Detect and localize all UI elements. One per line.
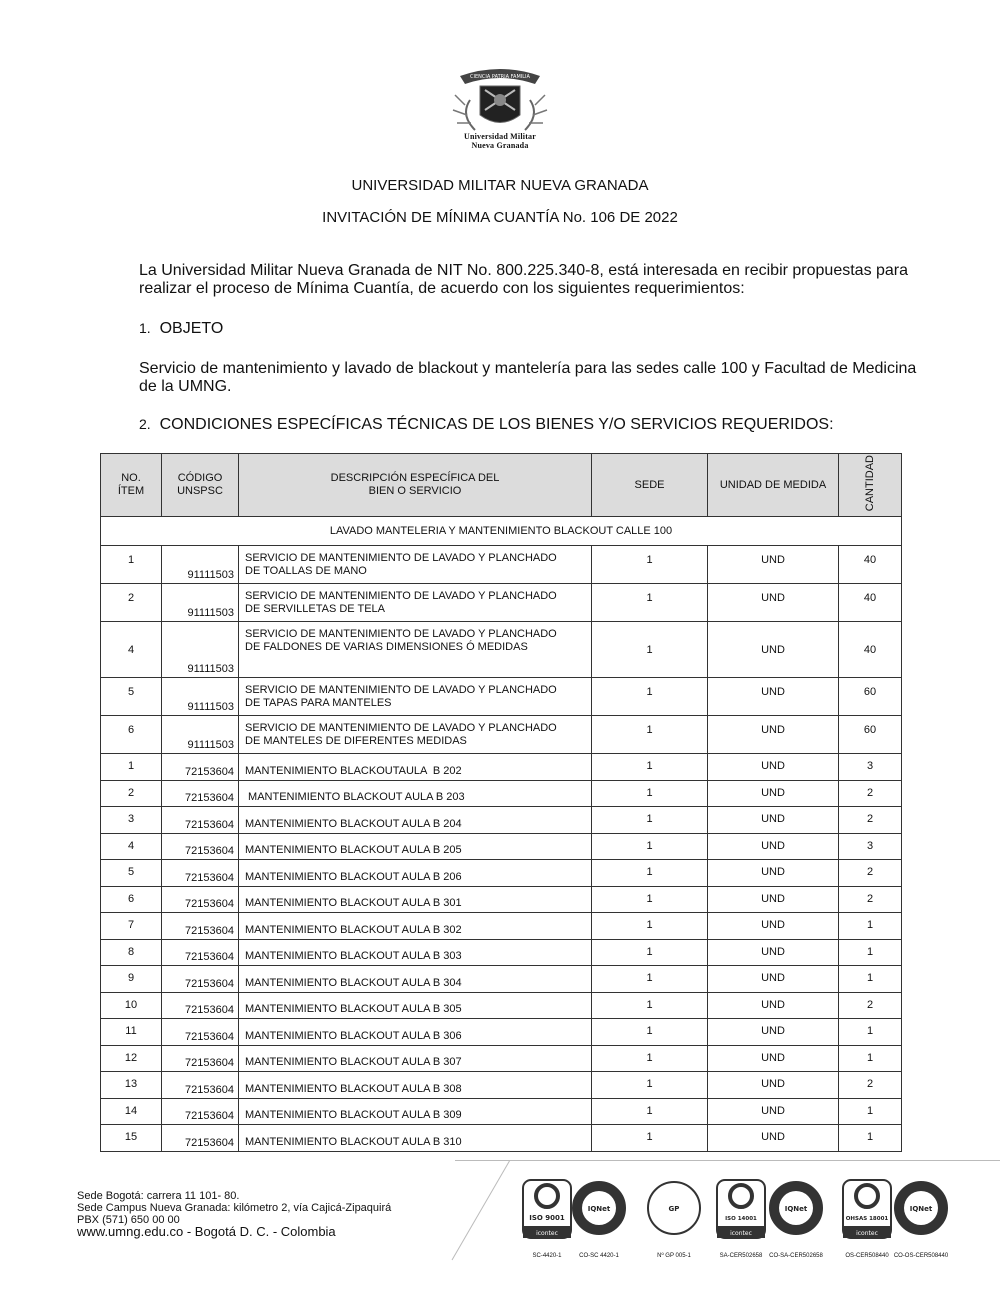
unit-value: UND bbox=[708, 833, 839, 860]
sede-value: 1 bbox=[592, 780, 708, 807]
sede-value: 1 bbox=[592, 886, 708, 913]
unspsc-code: 91111503 bbox=[162, 546, 239, 584]
item-number: 15 bbox=[101, 1125, 162, 1152]
sede-value: 1 bbox=[592, 1045, 708, 1072]
item-number: 3 bbox=[101, 807, 162, 834]
item-description: MANTENIMIENTO BLACKOUT AULA B 309 bbox=[239, 1098, 592, 1125]
certification-badge bbox=[767, 1176, 826, 1259]
item-number: 4 bbox=[101, 833, 162, 860]
item-number: 5 bbox=[101, 678, 162, 716]
unspsc-code: 72153604 bbox=[162, 1045, 239, 1072]
unspsc-code: 72153604 bbox=[162, 860, 239, 887]
sede-value: 1 bbox=[592, 716, 708, 754]
certification-seal-icon bbox=[767, 1176, 825, 1248]
unspsc-code: 91111503 bbox=[162, 622, 239, 678]
certification-seal-icon bbox=[645, 1176, 703, 1248]
certification-code: Nº GP 005-1 bbox=[657, 1253, 691, 1259]
item-number: 2 bbox=[101, 780, 162, 807]
table-row bbox=[101, 1019, 902, 1046]
unit-value: UND bbox=[708, 1045, 839, 1072]
certification-code: SC-4420-1 bbox=[532, 1253, 562, 1259]
unspsc-code: 91111503 bbox=[162, 716, 239, 754]
table-row bbox=[101, 1045, 902, 1072]
table-section-row: LAVADO MANTELERIA Y MANTENIMIENTO BLACKOUT CALLE 100 bbox=[101, 517, 902, 546]
quantity-value: 1 bbox=[839, 1098, 902, 1125]
item-number: 2 bbox=[101, 584, 162, 622]
unspsc-code: 72153604 bbox=[162, 1098, 239, 1125]
footer-diagonal bbox=[450, 1160, 512, 1262]
svg-text:ISO 9001: ISO 9001 bbox=[529, 1214, 565, 1222]
svg-text:icontec: icontec bbox=[856, 1230, 878, 1237]
certification-seal-icon bbox=[712, 1176, 770, 1248]
item-number: 1 bbox=[101, 546, 162, 584]
table-row bbox=[101, 939, 902, 966]
item-number: 12 bbox=[101, 1045, 162, 1072]
item-description: MANTENIMIENTO BLACKOUT AULA B 301 bbox=[239, 886, 592, 913]
table-row bbox=[101, 992, 902, 1019]
quantity-value: 2 bbox=[839, 860, 902, 887]
unspsc-code: 72153604 bbox=[162, 1019, 239, 1046]
certification-badge bbox=[712, 1176, 771, 1259]
item-number: 5 bbox=[101, 860, 162, 887]
certification-seal-icon bbox=[892, 1176, 950, 1248]
table-row bbox=[101, 546, 902, 584]
quantity-value: 2 bbox=[839, 992, 902, 1019]
item-number: 13 bbox=[101, 1072, 162, 1099]
item-number: 6 bbox=[101, 886, 162, 913]
quantity-value: 60 bbox=[839, 716, 902, 754]
unit-value: UND bbox=[708, 754, 839, 781]
footer-divider bbox=[455, 1160, 1000, 1161]
quantity-value: 1 bbox=[839, 913, 902, 940]
table-row bbox=[101, 584, 902, 622]
certification-code: SA-CER502658 bbox=[719, 1253, 763, 1259]
unit-value: UND bbox=[708, 1125, 839, 1152]
unspsc-code: 72153604 bbox=[162, 780, 239, 807]
table-row bbox=[101, 1072, 902, 1099]
item-number: 1 bbox=[101, 754, 162, 781]
unspsc-code: 72153604 bbox=[162, 1125, 239, 1152]
item-number: 8 bbox=[101, 939, 162, 966]
unspsc-code: 72153604 bbox=[162, 886, 239, 913]
sede-value: 1 bbox=[592, 1125, 708, 1152]
item-description: SERVICIO DE MANTENIMIENTO DE LAVADO Y PLANCHADO DE TAPAS PARA MANTELES bbox=[239, 678, 592, 716]
quantity-value: 1 bbox=[839, 966, 902, 993]
item-description: MANTENIMIENTO BLACKOUT AULA B 205 bbox=[239, 833, 592, 860]
footer-address: Sede Bogotá: carrera 11 101- 80. Sede Campus Nueva Granada: kilómetro 2, vía Cajicá-Zipaquirá PBX (571) 650 00 00 www.umng.edu.co - Bogotá D. C. - Colombia bbox=[77, 1190, 392, 1239]
document-title: UNIVERSIDAD MILITAR NUEVA GRANADA bbox=[351, 177, 649, 194]
unspsc-code: 72153604 bbox=[162, 992, 239, 1019]
sede-value: 1 bbox=[592, 546, 708, 584]
sede-value: 1 bbox=[592, 833, 708, 860]
svg-text:IQNet: IQNet bbox=[784, 1205, 808, 1213]
sede-value: 1 bbox=[592, 807, 708, 834]
item-description: SERVICIO DE MANTENIMIENTO DE LAVADO Y PLANCHADO DE FALDONES DE VARIAS DIMENSIONES Ó MEDIDAS bbox=[239, 622, 592, 678]
header-quantity: CANTIDAD bbox=[839, 454, 902, 517]
svg-text:IQNet: IQNet bbox=[909, 1205, 933, 1213]
unit-value: UND bbox=[708, 622, 839, 678]
invitation-number: INVITACIÓN DE MÍNIMA CUANTÍA No. 106 DE 2022 bbox=[322, 209, 678, 226]
quantity-value: 2 bbox=[839, 780, 902, 807]
logo-motto: CIENCIA PATRIA FAMILIA bbox=[470, 74, 530, 80]
item-number: 9 bbox=[101, 966, 162, 993]
sede-value: 1 bbox=[592, 584, 708, 622]
unspsc-code: 72153604 bbox=[162, 807, 239, 834]
unspsc-code: 72153604 bbox=[162, 754, 239, 781]
item-description: MANTENIMIENTO BLACKOUT AULA B 206 bbox=[239, 860, 592, 887]
quantity-value: 1 bbox=[839, 1019, 902, 1046]
sede-value: 1 bbox=[592, 1098, 708, 1125]
item-number: 4 bbox=[101, 622, 162, 678]
table-row bbox=[101, 807, 902, 834]
item-description: MANTENIMIENTO BLACKOUT AULA B 306 bbox=[239, 1019, 592, 1046]
svg-text:GP: GP bbox=[668, 1205, 680, 1213]
svg-text:icontec: icontec bbox=[536, 1230, 558, 1237]
unit-value: UND bbox=[708, 780, 839, 807]
unit-value: UND bbox=[708, 716, 839, 754]
item-description: MANTENIMIENTO BLACKOUT AULA B 305 bbox=[239, 992, 592, 1019]
sede-value: 1 bbox=[592, 939, 708, 966]
quantity-value: 40 bbox=[839, 584, 902, 622]
unit-value: UND bbox=[708, 966, 839, 993]
quantity-value: 2 bbox=[839, 1072, 902, 1099]
sede-value: 1 bbox=[592, 860, 708, 887]
item-description: MANTENIMIENTO BLACKOUT AULA B 310 bbox=[239, 1125, 592, 1152]
table-row bbox=[101, 913, 902, 940]
item-number: 7 bbox=[101, 913, 162, 940]
unit-value: UND bbox=[708, 1098, 839, 1125]
table-row bbox=[101, 716, 902, 754]
certification-badge bbox=[838, 1176, 897, 1259]
quantity-value: 2 bbox=[839, 807, 902, 834]
sede-value: 1 bbox=[592, 992, 708, 1019]
quantity-value: 40 bbox=[839, 546, 902, 584]
unit-value: UND bbox=[708, 584, 839, 622]
header-code: CÓDIGO UNSPSC bbox=[162, 454, 239, 517]
unit-value: UND bbox=[708, 992, 839, 1019]
footer-website: www.umng.edu.co - Bogotá D. C. - Colombia bbox=[77, 1224, 336, 1239]
table-row bbox=[101, 622, 902, 678]
certification-badge bbox=[892, 1176, 951, 1259]
unspsc-code: 91111503 bbox=[162, 678, 239, 716]
item-number: 11 bbox=[101, 1019, 162, 1046]
table-row bbox=[101, 1098, 902, 1125]
logo-caption: Universidad Militar Nueva Granada bbox=[463, 132, 537, 150]
unit-value: UND bbox=[708, 939, 839, 966]
unit-value: UND bbox=[708, 807, 839, 834]
header-item: NO. ÍTEM bbox=[101, 454, 162, 517]
sede-value: 1 bbox=[592, 966, 708, 993]
unit-value: UND bbox=[708, 886, 839, 913]
item-description: MANTENIMIENTO BLACKOUT AULA B 203 bbox=[239, 780, 592, 807]
unspsc-code: 72153604 bbox=[162, 939, 239, 966]
sede-value: 1 bbox=[592, 754, 708, 781]
certification-seal-icon bbox=[570, 1176, 628, 1248]
sede-value: 1 bbox=[592, 1019, 708, 1046]
table-row bbox=[101, 1125, 902, 1152]
certification-code: CO-SC 4420-1 bbox=[579, 1253, 619, 1259]
item-description: MANTENIMIENTO BLACKOUT AULA B 308 bbox=[239, 1072, 592, 1099]
quantity-value: 3 bbox=[839, 833, 902, 860]
certification-code: CO-OS-CER508440 bbox=[893, 1253, 949, 1259]
item-description: SERVICIO DE MANTENIMIENTO DE LAVADO Y PLANCHADO DE SERVILLETAS DE TELA bbox=[239, 584, 592, 622]
quantity-value: 1 bbox=[839, 1125, 902, 1152]
unit-value: UND bbox=[708, 860, 839, 887]
requirements-table bbox=[100, 453, 902, 1152]
header-unit: UNIDAD DE MEDIDA bbox=[708, 454, 839, 517]
svg-text:OHSAS 18001: OHSAS 18001 bbox=[845, 1216, 889, 1222]
item-description: MANTENIMIENTO BLACKOUT AULA B 304 bbox=[239, 966, 592, 993]
quantity-value: 3 bbox=[839, 754, 902, 781]
certification-badge bbox=[645, 1176, 704, 1259]
sede-value: 1 bbox=[592, 678, 708, 716]
unit-value: UND bbox=[708, 913, 839, 940]
table-row bbox=[101, 780, 902, 807]
certification-badge bbox=[570, 1176, 629, 1259]
quantity-value: 40 bbox=[839, 622, 902, 678]
quantity-value: 2 bbox=[839, 886, 902, 913]
svg-text:icontec: icontec bbox=[730, 1230, 752, 1237]
certification-code: CO-SA-CER502658 bbox=[769, 1253, 823, 1259]
quantity-value: 1 bbox=[839, 939, 902, 966]
unit-value: UND bbox=[708, 546, 839, 584]
certification-seal-icon bbox=[518, 1176, 576, 1248]
unspsc-code: 72153604 bbox=[162, 966, 239, 993]
unit-value: UND bbox=[708, 1072, 839, 1099]
item-description: MANTENIMIENTO BLACKOUT AULA B 307 bbox=[239, 1045, 592, 1072]
header-sede: SEDE bbox=[592, 454, 708, 517]
item-description: MANTENIMIENTO BLACKOUTAULA B 202 bbox=[239, 754, 592, 781]
table-row bbox=[101, 886, 902, 913]
unit-value: UND bbox=[708, 1019, 839, 1046]
table-row bbox=[101, 833, 902, 860]
item-description: MANTENIMIENTO BLACKOUT AULA B 303 bbox=[239, 939, 592, 966]
certification-code: OS-CER508440 bbox=[845, 1253, 889, 1259]
table-row bbox=[101, 860, 902, 887]
unspsc-code: 72153604 bbox=[162, 1072, 239, 1099]
item-description: SERVICIO DE MANTENIMIENTO DE LAVADO Y PLANCHADO DE MANTELES DE DIFERENTES MEDIDAS bbox=[239, 716, 592, 754]
item-description: MANTENIMIENTO BLACKOUT AULA B 204 bbox=[239, 807, 592, 834]
table-header-row bbox=[101, 454, 902, 517]
unit-value: UND bbox=[708, 678, 839, 716]
item-number: 10 bbox=[101, 992, 162, 1019]
table-row bbox=[101, 966, 902, 993]
sede-value: 1 bbox=[592, 622, 708, 678]
svg-text:IQNet: IQNet bbox=[587, 1205, 611, 1213]
unspsc-code: 91111503 bbox=[162, 584, 239, 622]
section-1-text: Servicio de mantenimiento y lavado de blackout y mantelería para las sedes calle 100 y Facultad de Medicina de la UMNG. bbox=[139, 360, 917, 395]
table-row bbox=[101, 678, 902, 716]
certification-badge bbox=[518, 1176, 577, 1259]
section-1-heading: 1. OBJETO bbox=[139, 320, 224, 337]
item-description: MANTENIMIENTO BLACKOUT AULA B 302 bbox=[239, 913, 592, 940]
intro-paragraph: La Universidad Militar Nueva Granada de NIT No. 800.225.340-8, está interesada en recibir propuestas para realizar el proceso de Mínima Cuantía, de acuerdo con los siguientes requerimientos: bbox=[139, 262, 909, 297]
quantity-value: 60 bbox=[839, 678, 902, 716]
section-2-heading: 2. CONDICIONES ESPECÍFICAS TÉCNICAS DE LOS BIENES Y/O SERVICIOS REQUERIDOS: bbox=[139, 416, 834, 433]
sede-value: 1 bbox=[592, 1072, 708, 1099]
sede-value: 1 bbox=[592, 913, 708, 940]
table-row bbox=[101, 754, 902, 781]
quantity-value: 1 bbox=[839, 1045, 902, 1072]
item-number: 6 bbox=[101, 716, 162, 754]
item-description: SERVICIO DE MANTENIMIENTO DE LAVADO Y PLANCHADO DE TOALLAS DE MANO bbox=[239, 546, 592, 584]
header-description: DESCRIPCIÓN ESPECÍFICA DEL BIEN O SERVICIO bbox=[239, 454, 592, 517]
unspsc-code: 72153604 bbox=[162, 833, 239, 860]
certification-seal-icon bbox=[838, 1176, 896, 1248]
svg-text:ISO 14001: ISO 14001 bbox=[725, 1216, 757, 1222]
item-number: 14 bbox=[101, 1098, 162, 1125]
unspsc-code: 72153604 bbox=[162, 913, 239, 940]
